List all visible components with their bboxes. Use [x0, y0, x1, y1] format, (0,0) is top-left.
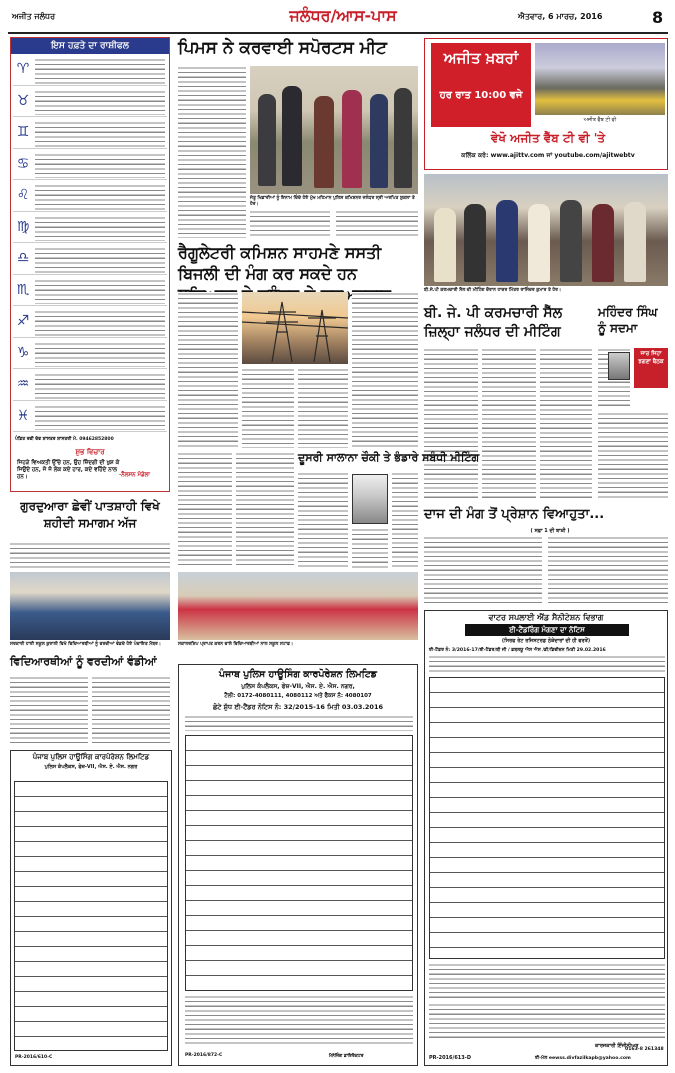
leo-icon: ♌: [16, 187, 30, 203]
dowry-text-col: [548, 536, 668, 604]
ajit-ad-photo: [535, 43, 665, 125]
sports-meet-text-col: [250, 210, 330, 238]
electricity-text-col: [352, 292, 418, 448]
tender-mid-intro: [185, 715, 413, 731]
ajit-watch-line: ਵੇਖੋ ਅਜੀਤ ਵੈੱਬ ਟੀ ਵੀ 'ਤੇ: [490, 131, 606, 145]
zodiac-text: [35, 247, 165, 273]
zodiac-row: [13, 88, 167, 118]
anniversary-text-col: [298, 472, 348, 568]
students-headline: ਵਿਦਿਆਰਥੀਆਂ ਨੂੰ ਵਰਦੀਆਂ ਵੰਡੀਆਂ: [10, 655, 157, 668]
zodiac-text: [35, 310, 165, 336]
bjp-headline: ਬੀ. ਜੇ. ਪੀ ਕਰਮਚਾਰੀ ਸੈੱਲ ਜ਼ਿਲ੍ਹਾ ਜਲੰਧਰ ਦੀ ਮੀਟਿੰਗ: [424, 305, 563, 340]
taurus-icon: ♉: [16, 92, 30, 109]
zodiac-row: [13, 340, 167, 370]
horoscope-section: [10, 37, 170, 492]
zodiac-list: [13, 56, 167, 434]
tender-right-table: [429, 677, 665, 959]
electricity-headline: ਰੈਗੂਲੇਟਰੀ ਕਮਿਸ਼ਨ ਸਾਹਮਣੇ ਸਸਤੀ ਬਿਜਲੀ ਦੀ ਮੰਗ ਕਰ ਸਕਦੇ ਹਨ: [178, 243, 382, 283]
scorpio-icon: ♏: [16, 281, 30, 298]
anniversary-portrait: [352, 474, 388, 524]
zodiac-text: [35, 373, 165, 399]
sports-meet-headline: ਪਿਮਸ ਨੇ ਕਰਵਾਈ ਸਪੋਰਟਸ ਮੀਟ: [178, 38, 387, 58]
zodiac-text: [35, 279, 165, 305]
tender-right-subtitle: (ਸਿਰਫ ਰੇਟ ਰਜਿਸਟਰਡ ਠੇਕੇਦਾਰਾਂ ਦੀ ਹੀ ਵਰਤੋਂ): [501, 638, 591, 644]
zodiac-text: [35, 216, 165, 242]
person-figure: [496, 200, 518, 282]
tender-right-notes: [429, 1003, 665, 1041]
second-anniversary-headline: ਦੂਸਰੀ ਸਾਲਾਨਾ ਚੌਕੀ ਤੇ ਭੰਡਾਰੇ ਸਬੰਧੀ ਮੀਟਿੰਗ: [298, 451, 480, 464]
sports-meet-text-col: [178, 66, 246, 238]
dowry-headline: ਦਾਜ ਦੀ ਮੰਗ ਤੋਂ ਪ੍ਰੇਸ਼ਾਨ ਵਿਆਹੁਤਾ...: [424, 507, 605, 522]
zodiac-row: [13, 151, 167, 181]
zodiac-text: [35, 90, 165, 116]
tender-right-ref-line: ਈ-ਟੈਂਡਰ ਨੰ: 3/2016-17/ਈ-ਟੈਂਡਰ/ਬੀ ਜੀ / ਡਬਲਯੂ ਐਸ ਐਸ /ਡੀ/ਡਿਵੀਜ਼ਨ ਮਿਤੀ 29.02.2016: [429, 648, 606, 653]
gurdwara-caption: ਸਰਕਾਰੀ ਹਾਈ ਸਕੂਲ ਕੁਰਾਲੀ ਵਿਖੇ ਵਿਦਿਆਰਥੀਆਂ ਨੂੰ ਵਰਦੀਆਂ ਵੰਡਦੇ ਹੋਏ ਪੰਚਾਇਤ ਮੈਂਬਰ।: [10, 642, 161, 647]
tender-mid-address: ਪੁਲਿਸ ਕੰਪਲੈਕਸ, ਫੇਜ਼-VII, ਐਸ. ਏ. ਐਸ. ਨਗਰ,: [241, 683, 355, 690]
gurdwara-text: [10, 542, 170, 568]
bjp-text-col: [482, 348, 536, 498]
students-text-col: [10, 676, 88, 746]
tender-right-title: ਈ-ਟੈਂਡਰਿੰਗ ਮੰਗਣਾ ਦਾ ਨੋਟਿਸ: [465, 624, 629, 636]
zodiac-text: [35, 184, 165, 210]
anniversary-text-col: [352, 528, 388, 568]
tender-left: [10, 750, 172, 1066]
virgo-icon: ♍: [16, 218, 30, 235]
ajit-news-banner: [431, 43, 531, 127]
scholarship-photo: [178, 572, 418, 640]
athlete-figure: [342, 90, 362, 188]
athlete-figure: [282, 86, 302, 186]
bjp-text-col: [424, 348, 478, 498]
zodiac-text: [35, 121, 165, 147]
tender-left-org: ਪੰਜਾਬ ਪੁਲਿਸ ਹਾਊਸਿੰਗ ਕਾਰਪੋਰੇਸ਼ਨ ਲਿਮਟਿਡ: [32, 753, 150, 761]
gurdwara-photo: [10, 572, 170, 640]
zodiac-text: [35, 58, 165, 84]
students-text-col: [92, 676, 170, 746]
tender-mid-ref: PR-2016/872-C: [185, 1053, 223, 1058]
zodiac-row: [13, 56, 167, 86]
astrologer-phone: ਮੋ. 09462852800: [73, 437, 114, 442]
tender-mid: [178, 664, 418, 1066]
pylon-icon: [242, 292, 348, 364]
sagittarius-icon: ♐: [16, 313, 30, 329]
person-figure: [434, 208, 456, 282]
tender-left-table: [14, 781, 168, 1051]
zodiac-text: [35, 153, 165, 179]
scholarship-caption: ਸਕਾਲਰਸ਼ਿਪ ਪ੍ਰਾਪਤ ਕਰਨ ਵਾਲੇ ਵਿਦਿਆਰਥੀਆਂ ਨਾਲ ਸਕੂਲ ਸਟਾਫ਼।: [178, 642, 293, 647]
electricity-text-col: [298, 368, 348, 448]
thought-author: -ਨੈਲਸਨ ਮੰਡੇਲਾ: [119, 472, 150, 478]
zodiac-row: [13, 119, 167, 149]
zodiac-row: [13, 371, 167, 401]
dowry-text-col: [424, 536, 542, 604]
cancer-icon: ♋: [16, 155, 30, 172]
tender-mid-org: ਪੰਜਾਬ ਪੁਲਿਸ ਹਾਊਸਿੰਗ ਕਾਰਪੋਰੇਸ਼ਨ ਲਿਮਟਿਡ: [219, 669, 377, 680]
thought-text: ਜਿਹੜੇ ਵਿਅਕਤੀ ਉੱਚੇ ਹਨ, ਉਹ ਜ਼ਿੰਦਗੀ ਦੀ ਖੁਸ਼ ਕੇ ਜਿਉਂਦੇ ਹਨ, ਜੋ ਜੋ ਲੋਕ ਕਦੇ ਹਾਰ, ਕਦੇ ਵਹਿੰਦੇ ਨਾਲ ਹਨ।: [17, 460, 120, 480]
ajit-brand: ਅਜੀਤ ਖ਼ਬਰਾਂ: [443, 49, 519, 67]
ajit-ticker: ਅਜੀਤ ਵੈੱਬ ਟੀ ਵੀ: [535, 115, 665, 125]
dowry-kicker: ( ਸਫ਼ਾ 1 ਦੀ ਬਾਕੀ ): [530, 528, 570, 534]
tender-mid-phones: ਟੈਲੀ: 0172-4080111, 4080112 ਅਤੇ ਫੈਕਸ ਨੰ: 4080107: [224, 693, 372, 699]
zodiac-text: [35, 405, 165, 431]
mahinder-text-col: [598, 412, 668, 498]
person-figure: [464, 204, 486, 282]
zodiac-row: [13, 245, 167, 275]
libra-icon: ♎: [16, 250, 30, 266]
bjp-meeting-photo: [424, 174, 668, 286]
person-figure: [624, 202, 646, 282]
aries-icon: ♈: [16, 61, 30, 77]
zodiac-row: [13, 403, 167, 433]
electricity-text-col: [178, 452, 232, 568]
person-figure: [528, 204, 550, 282]
sports-meet-caption: ਜੇਤੂ ਖਿਡਾਰੀਆਂ ਨੂੰ ਇਨਾਮ ਦਿੰਦੇ ਹੋਏ ਮੁੱਖ ਮਹਿਮਾਨ ਪੁਲਿਸ ਕਮਿਸ਼ਨਰ ਜਲੰਧਰ ਸ੍ਰੀ ਅਰਪਿਤ ਸ਼ੁਕਲਾ ਤੇ ਹੋਰ।: [250, 196, 415, 207]
athlete-figure: [314, 96, 334, 188]
anniversary-text-col: [392, 472, 418, 568]
tender-right-ref: PR-2016/613-D: [429, 1055, 471, 1061]
horoscope-title: ਇਸ ਹਫ਼ਤੇ ਦਾ ਰਾਸ਼ੀਫਲ: [11, 38, 169, 54]
tender-mid-signatory: ਮੈਨੇਜਿੰਗ ਡਾਇਰੈਕਟਰ: [329, 1054, 364, 1059]
electricity-text-col: [236, 452, 294, 568]
astrologer-name: ਪੰਡਿਤ ਰਵੀ ਦੇਵ ਸ਼ਾਸਤਰ ਸ਼ਾਸਤਰੀ: [15, 437, 72, 442]
header-center-title: ਜਲੰਧਰ/ਆਸ-ਪਾਸ: [289, 6, 397, 25]
mahinder-portrait: [608, 352, 630, 380]
zodiac-row: [13, 182, 167, 212]
tender-right-dept: ਵਾਟਰ ਸਪਲਾਈ ਐਂਡ ਸੈਨੀਟੇਸ਼ਨ ਵਿਭਾਗ: [488, 613, 604, 622]
ajit-tv-ad: [424, 38, 668, 170]
athlete-figure: [394, 88, 412, 188]
pisces-icon: ♓: [16, 407, 30, 424]
tender-right-dates: [429, 963, 665, 999]
tender-mid-table: [185, 735, 413, 991]
ajit-click-line[interactable]: ਕਲਿੱਕ ਕਰੋ: www.ajittv.com ਜਾਂ youtube.com/ajitwebtv: [461, 152, 635, 159]
tender-left-address: ਪੁਲਿਸ ਕੰਪਲੈਕਸ, ਫੇਜ਼-VII, ਐਸ. ਏ. ਐਸ. ਨਗਰ: [44, 764, 138, 770]
header-left-title: ਅਜੀਤ ਜਲੰਧਰ: [12, 12, 56, 21]
electricity-text-col: [242, 368, 294, 448]
person-figure: [560, 200, 582, 282]
aquarius-icon: ♒: [16, 376, 30, 392]
sports-meet-photo: [250, 66, 418, 194]
capricorn-icon: ♑: [16, 344, 30, 361]
mahinder-headline: ਮਹਿੰਦਰ ਸਿੰਘ ਨੂੰ ਸਦਮਾ: [598, 305, 658, 335]
tender-right: [424, 610, 668, 1066]
ajit-time: ਹਰ ਰਾਤ 10:00 ਵਜੇ: [439, 90, 523, 101]
tender-left-ref: PR-2016/610-C: [15, 1055, 53, 1060]
horoscope-footer: [15, 436, 165, 442]
thought-title: ਸ਼ੁਭ ਵਿਚਾਰ: [75, 448, 105, 456]
tender-right-phone: 0163-8 261348: [625, 1047, 664, 1052]
page-number: 8: [652, 8, 664, 27]
mahinder-side-headline: ਜਾਰ ਜਿਹਾ ਝਗਣਾ ਬੈਠਕ: [634, 348, 668, 388]
athlete-figure: [370, 94, 388, 188]
tender-right-signatory: ਕਾਰਜਕਾਰੀ ਇੰਜੀਨੀਅਰ: [595, 1043, 639, 1049]
zodiac-row: [13, 308, 167, 338]
header-rule: [8, 32, 668, 34]
tender-mid-notice: ਛੋਟੇ ਸ਼ੁੱਧ ਈ-ਟੈਂਡਰ ਨੋਟਿਸ ਨੰ: 32/2015-16 ਮਿਤੀ 03.03.2016: [212, 703, 384, 711]
person-figure: [592, 204, 614, 282]
header-date: ਐਤਵਾਰ, 6 ਮਾਰਚ, 2016: [518, 12, 603, 21]
zodiac-row: [13, 214, 167, 244]
gurdwara-headline: ਗੁਰਦੁਆਰਾ ਛੇਵੀਂ ਪਾਤਸ਼ਾਹੀ ਵਿਖੇ ਸ਼ਹੀਦੀ ਸਮਾਗਮ ਅੱਜ: [20, 499, 160, 530]
tender-right-intro: [429, 655, 665, 675]
athlete-figure: [258, 94, 276, 186]
bjp-caption: ਬੀ.ਜੇ.ਪੀ ਕਰਮਚਾਰੀ ਸੈੱਲ ਦੀ ਮੀਟਿੰਗ ਦੌਰਾਨ ਹਾਜ਼ਰ ਮਿੱਤਰ ਰਾਜਿੰਦਰ ਕੁਮਾਰ ਤੇ ਹੋਰ।: [424, 288, 561, 293]
zodiac-text: [35, 342, 165, 368]
bjp-text-col: [540, 348, 592, 498]
zodiac-row: [13, 277, 167, 307]
tender-mid-notes: [185, 995, 413, 1045]
electricity-pylon-photo: [242, 292, 348, 364]
electricity-text-col: [178, 292, 238, 448]
tender-right-email: ਈ-ਮੇਲ eewss.divfazilkapb@yahoo.com: [535, 1056, 631, 1061]
page-header: [8, 6, 668, 32]
gemini-icon: ♊: [16, 124, 30, 140]
sports-meet-text-col: [336, 210, 418, 238]
